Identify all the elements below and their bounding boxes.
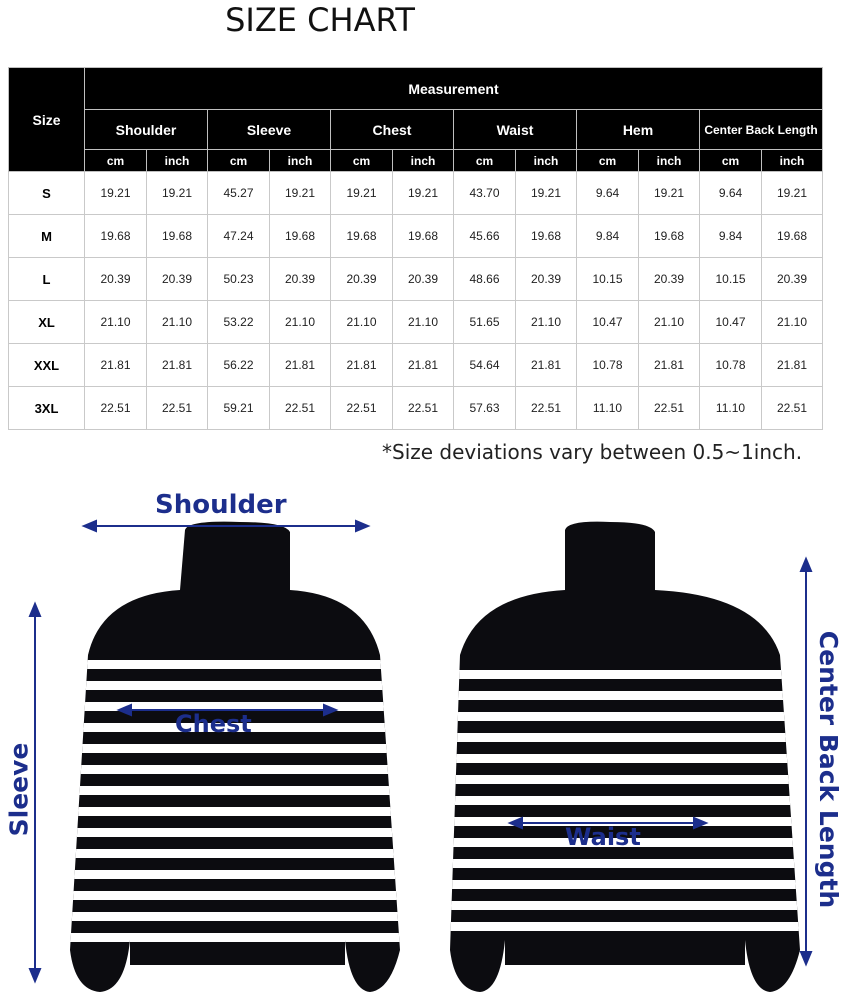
stripe [60, 912, 420, 921]
column-group-header: Center Back Length [700, 110, 823, 150]
value-cell: 21.10 [762, 301, 823, 344]
value-cell: 9.64 [700, 172, 762, 215]
value-cell: 45.27 [208, 172, 270, 215]
value-cell: 21.81 [393, 344, 454, 387]
stripe [440, 796, 820, 805]
value-cell: 19.68 [516, 215, 577, 258]
back-sweater-image [440, 510, 820, 1000]
value-cell: 57.63 [454, 387, 516, 430]
value-cell: 48.66 [454, 258, 516, 301]
stripe [440, 754, 820, 763]
sweater-illustration [0, 470, 847, 1000]
value-cell: 22.51 [639, 387, 700, 430]
value-cell: 21.10 [147, 301, 208, 344]
table-row [9, 344, 823, 387]
value-cell: 9.64 [577, 172, 639, 215]
stripe [60, 681, 420, 690]
value-cell: 11.10 [700, 387, 762, 430]
value-cell: 19.21 [762, 172, 823, 215]
value-cell: 10.15 [700, 258, 762, 301]
value-cell: 20.39 [270, 258, 331, 301]
value-cell: 19.68 [85, 215, 147, 258]
stripe [440, 733, 820, 742]
value-cell: 22.51 [147, 387, 208, 430]
value-cell: 59.21 [208, 387, 270, 430]
stripe [60, 786, 420, 795]
value-cell: 19.21 [516, 172, 577, 215]
value-cell: 21.81 [639, 344, 700, 387]
stripe [440, 691, 820, 700]
value-cell: 43.70 [454, 172, 516, 215]
size-cell: XL [9, 301, 85, 344]
stripe [440, 712, 820, 721]
value-cell: 19.68 [639, 215, 700, 258]
value-cell: 19.68 [270, 215, 331, 258]
stripe [60, 744, 420, 753]
value-cell: 45.66 [454, 215, 516, 258]
column-group-header: Chest [331, 110, 454, 150]
value-cell: 20.39 [516, 258, 577, 301]
value-cell: 22.51 [762, 387, 823, 430]
value-cell: 19.68 [393, 215, 454, 258]
value-cell: 10.15 [577, 258, 639, 301]
stripe [440, 922, 820, 931]
unit-header: inch [639, 150, 700, 172]
value-cell: 56.22 [208, 344, 270, 387]
column-group-header: Sleeve [208, 110, 331, 150]
column-group-header: Waist [454, 110, 577, 150]
center-back-length-label: Center Back Length [814, 630, 844, 909]
value-cell: 21.81 [762, 344, 823, 387]
stripe [440, 859, 820, 868]
stripe [60, 933, 420, 942]
value-cell: 11.10 [577, 387, 639, 430]
value-cell: 47.24 [208, 215, 270, 258]
value-cell: 54.64 [454, 344, 516, 387]
value-cell: 10.47 [577, 301, 639, 344]
value-cell: 21.81 [147, 344, 208, 387]
size-cell: M [9, 215, 85, 258]
value-cell: 22.51 [393, 387, 454, 430]
stripe [440, 901, 820, 910]
stripe [440, 880, 820, 889]
value-cell: 50.23 [208, 258, 270, 301]
stripe [60, 870, 420, 879]
value-cell: 53.22 [208, 301, 270, 344]
table-row [9, 258, 823, 301]
unit-header: cm [577, 150, 639, 172]
size-cell: XXL [9, 344, 85, 387]
value-cell: 19.68 [331, 215, 393, 258]
value-cell: 19.21 [639, 172, 700, 215]
column-group-header: Hem [577, 110, 700, 150]
value-cell: 22.51 [270, 387, 331, 430]
value-cell: 20.39 [85, 258, 147, 301]
unit-header: inch [762, 150, 823, 172]
value-cell: 19.21 [270, 172, 331, 215]
table-row [9, 301, 823, 344]
value-cell: 22.51 [85, 387, 147, 430]
unit-header: inch [516, 150, 577, 172]
unit-header: inch [393, 150, 454, 172]
unit-header: inch [270, 150, 331, 172]
value-cell: 21.81 [270, 344, 331, 387]
size-cell: 3XL [9, 387, 85, 430]
value-cell: 20.39 [393, 258, 454, 301]
value-cell: 20.39 [762, 258, 823, 301]
arrow-head-icon [30, 604, 40, 616]
value-cell: 19.68 [762, 215, 823, 258]
value-cell: 21.10 [270, 301, 331, 344]
size-deviation-note: *Size deviations vary between 0.5~1inch. [382, 440, 803, 464]
table-row [9, 172, 823, 215]
value-cell: 10.78 [700, 344, 762, 387]
value-cell: 20.39 [639, 258, 700, 301]
arrow-head-icon [801, 559, 811, 571]
sleeve-label: Sleeve [4, 742, 34, 837]
unit-header: cm [700, 150, 762, 172]
stripe [60, 849, 420, 858]
value-cell: 51.65 [454, 301, 516, 344]
unit-header: cm [331, 150, 393, 172]
value-cell: 9.84 [700, 215, 762, 258]
size-cell: S [9, 172, 85, 215]
value-cell: 10.47 [700, 301, 762, 344]
size-cell: L [9, 258, 85, 301]
value-cell: 19.21 [85, 172, 147, 215]
stripe [440, 670, 820, 679]
waist-label: Waist [565, 823, 641, 851]
table-row [9, 387, 823, 430]
value-cell: 19.21 [331, 172, 393, 215]
value-cell: 21.81 [85, 344, 147, 387]
table-row [9, 215, 823, 258]
value-cell: 21.10 [393, 301, 454, 344]
value-cell: 21.81 [516, 344, 577, 387]
value-cell: 19.21 [147, 172, 208, 215]
value-cell: 22.51 [331, 387, 393, 430]
measurement-header: Measurement [85, 68, 823, 110]
value-cell: 21.10 [516, 301, 577, 344]
value-cell: 20.39 [147, 258, 208, 301]
stripe [60, 828, 420, 837]
value-cell: 9.84 [577, 215, 639, 258]
stripe [60, 807, 420, 816]
value-cell: 21.81 [331, 344, 393, 387]
stripe [60, 660, 420, 669]
value-cell: 21.10 [639, 301, 700, 344]
arrow-head-icon [84, 521, 96, 531]
unit-header: cm [454, 150, 516, 172]
value-cell: 21.10 [85, 301, 147, 344]
value-cell: 19.21 [393, 172, 454, 215]
size-header: Size [9, 68, 85, 172]
value-cell: 20.39 [331, 258, 393, 301]
stripe [440, 775, 820, 784]
value-cell: 19.68 [147, 215, 208, 258]
size-chart-table [8, 67, 823, 430]
column-group-header: Shoulder [85, 110, 208, 150]
shoulder-label: Shoulder [155, 490, 287, 520]
stripe [60, 891, 420, 900]
stripe [60, 765, 420, 774]
arrow-head-icon [356, 521, 368, 531]
arrow-head-icon [801, 952, 811, 964]
arrow-head-icon [30, 969, 40, 981]
unit-header: inch [147, 150, 208, 172]
unit-header: cm [208, 150, 270, 172]
value-cell: 10.78 [577, 344, 639, 387]
front-sweater-image [60, 510, 420, 1000]
unit-header: cm [85, 150, 147, 172]
page-title: SIZE CHART [225, 1, 415, 39]
value-cell: 22.51 [516, 387, 577, 430]
value-cell: 21.10 [331, 301, 393, 344]
chest-label: Chest [175, 710, 252, 738]
